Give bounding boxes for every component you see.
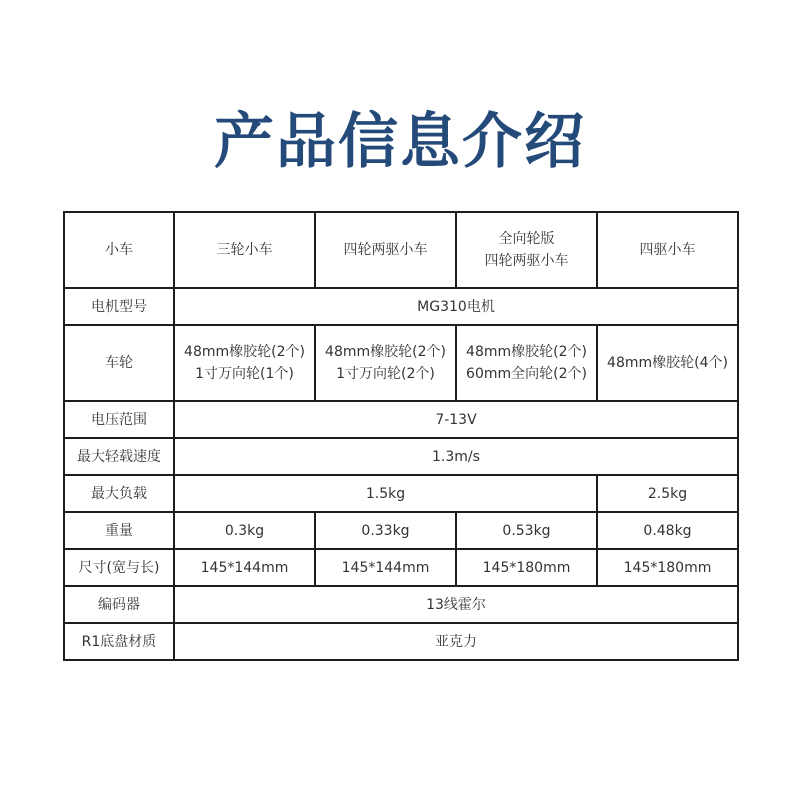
weight-col1-cell: 0.3kg [174, 512, 315, 549]
wheel-col3-cell [456, 325, 597, 401]
wheel-col2-line2: 1寸万向轮(2个) [336, 366, 435, 382]
header-col-omni-line1: 全向轮版 [498, 231, 555, 247]
size-col3-cell: 145*180mm [456, 549, 597, 586]
header-col-4wd: 四驱小车 [597, 212, 738, 288]
wheel-col1-line2: 1寸万向轮(1个) [195, 366, 294, 382]
table-row-speed [64, 438, 738, 475]
chassis-label-cell: R1底盘材质 [64, 623, 174, 660]
size-col4-cell: 145*180mm [597, 549, 738, 586]
table-row-voltage [64, 401, 738, 438]
wheel-col1-cell [174, 325, 315, 401]
encoder-label-cell: 编码器 [64, 586, 174, 623]
table-row-motor [64, 288, 738, 325]
header-label-cell: 小车 [64, 212, 174, 288]
weight-col4-cell: 0.48kg [597, 512, 738, 549]
size-col1-cell: 145*144mm [174, 549, 315, 586]
chassis-value-cell: 亚克力 [174, 623, 738, 660]
load-col4-cell: 2.5kg [597, 475, 738, 512]
weight-label-cell: 重量 [64, 512, 174, 549]
spec-table [63, 211, 739, 661]
header-col-four-wheel-2wd: 四轮两驱小车 [315, 212, 456, 288]
wheel-col3-line1: 48mm橡胶轮(2个) [466, 344, 587, 360]
size-col2-cell: 145*144mm [315, 549, 456, 586]
header-col-omni-line2: 四轮两驱小车 [484, 253, 569, 269]
load-label-cell: 最大负载 [64, 475, 174, 512]
table-row-load [64, 475, 738, 512]
voltage-value-cell: 7-13V [174, 401, 738, 438]
wheel-label-cell: 车轮 [64, 325, 174, 401]
header-col-three-wheel: 三轮小车 [174, 212, 315, 288]
motor-value-cell: MG310电机 [174, 288, 738, 325]
size-label-cell: 尺寸(宽与长) [64, 549, 174, 586]
table-row-wheel [64, 325, 738, 401]
table-row-size [64, 549, 738, 586]
speed-value-cell: 1.3m/s [174, 438, 738, 475]
voltage-label-cell: 电压范围 [64, 401, 174, 438]
table-row-header [64, 212, 738, 288]
wheel-col2-line1: 48mm橡胶轮(2个) [325, 344, 446, 360]
header-col-omni-wheel [456, 212, 597, 288]
weight-col3-cell: 0.53kg [456, 512, 597, 549]
page-title: 产品信息介绍 [214, 107, 586, 177]
speed-label-cell: 最大轻载速度 [64, 438, 174, 475]
wheel-col3-line2: 60mm全向轮(2个) [466, 366, 587, 382]
table-row-weight [64, 512, 738, 549]
motor-label-cell: 电机型号 [64, 288, 174, 325]
wheel-col2-cell [315, 325, 456, 401]
wheel-col4-cell: 48mm橡胶轮(4个) [597, 325, 738, 401]
weight-col2-cell: 0.33kg [315, 512, 456, 549]
wheel-col1-line1: 48mm橡胶轮(2个) [184, 344, 305, 360]
table-row-chassis [64, 623, 738, 660]
encoder-value-cell: 13线霍尔 [174, 586, 738, 623]
table-row-encoder [64, 586, 738, 623]
load-shared-value-cell: 1.5kg [174, 475, 597, 512]
